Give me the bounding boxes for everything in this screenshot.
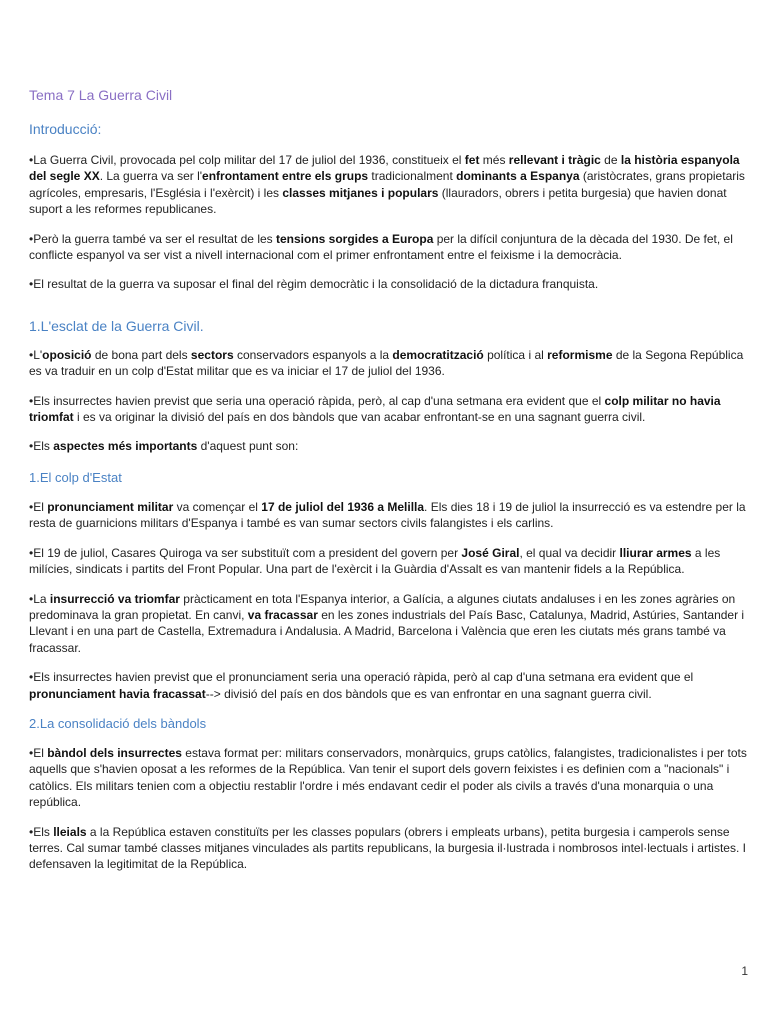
paragraph: •Els insurrectes havien previst que el pronunciament seria una operació ràpida, però al cap d'una setmana era evident que el pronunciament havia fracassat--> divisió del país en dos bàndols que es van enfrontar en una sagnant guerra civil. <box>29 670 694 701</box>
document-title: Tema 7 La Guerra Civil <box>29 87 173 103</box>
bold-phrase: fet <box>464 153 480 167</box>
bold-phrase: classes mitjanes i populars <box>282 185 439 200</box>
bold-phrase: sectors <box>190 347 234 362</box>
bold-phrase: insurrecció va triomfar <box>49 591 180 606</box>
document-page <box>29 86 751 886</box>
bold-phrase: democratització <box>392 347 484 362</box>
bold-phrase: enfrontament entre els grups <box>202 169 369 184</box>
bold-phrase: dominants a Espanya <box>456 169 580 184</box>
bold-phrase: lleials <box>53 824 87 839</box>
bold-phrase: rellevant i tràgic <box>508 153 601 167</box>
bold-phrase: bàndol dels insurrectes <box>47 745 182 760</box>
paragraph: •El bàndol dels insurrectes estava format per: militars conservadors, monàrquics, grups catòlics, falangistes, tradicionalistes i per tots aquells que s'havien oposat a les reformes de la República. Van tenir el suport dels govern feixistes i es definien com a "nacionals" i catòlics. Els militars tenien com a objectiu restablir l'ordre i més endavant cedir el poder als civils a través d'una monarquia o una república. <box>29 745 747 810</box>
heading-section-2: 2.La consolidació dels bàndols <box>29 715 207 731</box>
page-number: 1 <box>741 964 748 978</box>
bold-phrase: 17 de juliol del 1936 a Melilla <box>261 499 425 514</box>
paragraph: •Però la guerra també va ser el resultat de les tensions sorgides a Europa per la difícil conjuntura de la dècada del 1930. De fet, el conflicte espanyol va ser vist a nivell internacional com el primer enfrontament entre el feixisme i la democràcia. <box>29 231 733 263</box>
paragraph: •La Guerra Civil, provocada pel colp militar del 17 de juliol del 1936, constitueix el fet més rellevant i tràgic de la història espanyola del segle XX. La guerra va ser l'enfrontament entre els grups tradicionalment dominants a Espanya (aristòcrates, grans propietaris agrícoles, empresaris, l'Església i l'exèrcit) i les classes mitjanes i populars (llauradors, obrers i petita burgesia) que havien donat suport a les reformes republicanes. <box>29 153 745 217</box>
paragraph: •El 19 de juliol, Casares Quiroga va ser substituït com a president del govern per José Giral, el qual va decidir lliurar armes a les milícies, sindicats i partits del Front Popular. Una part de l'exèrcit i la Guàrdia d'Assalt es van mantenir fidels a la República. <box>29 545 721 577</box>
bold-phrase: lliurar armes <box>619 545 692 560</box>
paragraph: •La insurrecció va triomfar pràcticament en tota l'Espanya interior, a Galícia, a algunes ciutats andaluses i en les zones agràries on predominava la gran propietat. En canvi, va fracassar en les zones industrials del País Basc, Catalunya, Madrid, Astúries, Santander i Llevant i en una part de Castella, Extremadura i Andalusia. A Madrid, Barcelona i València que eren les ciutats més grans també va fracassar. <box>29 591 745 655</box>
bold-phrase: va fracassar <box>247 607 318 622</box>
bold-phrase: José Giral <box>461 545 520 560</box>
paragraph: •Els lleials a la República estaven constituïts per les classes populars (obrers i empleats urbans), petita burgesia i camperols sense terres. Cal sumar també classes mitjanes vinculades als partits republicans, la burgesia il·lustrada i nombrosos intel·lectuals i artistes. I defensaven la legitimitat de la República. <box>29 824 746 872</box>
bold-phrase: colp militar no havia triomfat <box>29 393 721 425</box>
heading-subsection-1-1: 1.El colp d'Estat <box>29 469 122 485</box>
heading-introduccio: Introducció: <box>29 121 102 137</box>
paragraph: •Els insurrectes havien previst que seria una operació ràpida, però, al cap d'una setmana era evident que el colp militar no havia triomfat i es va originar la divisió del país en dos bàndols que van acabar enfrontant-se en una sagnant guerra civil. <box>29 393 721 425</box>
bold-phrase: oposició <box>42 347 92 362</box>
bold-phrase: reformisme <box>547 347 613 362</box>
paragraph: •Els aspectes més importants d'aquest punt son: <box>29 439 299 454</box>
heading-section-1: 1.L'esclat de la Guerra Civil. <box>29 317 204 334</box>
bold-phrase: pronunciament havia fracassat <box>29 686 206 701</box>
bold-phrase: la història espanyola del segle XX <box>29 153 740 184</box>
bold-phrase: pronunciament militar <box>47 499 174 514</box>
bold-phrase: tensions sorgides a Europa <box>276 231 434 246</box>
paragraph: •L'oposició de bona part dels sectors conservadors espanyols a la democratització política i al reformisme de la Segona República es va traduir en un colp d'Estat militar que es va iniciar el 17 de juliol del 1936. <box>29 347 744 379</box>
paragraph: •El pronunciament militar va començar el 17 de juliol del 1936 a Melilla. Els dies 18 i 19 de juliol la insurrecció es va estendre per la resta de guarnicions militars d'Espanya i també es van sumar sectors civils falangistes i els carlins. <box>29 499 746 531</box>
paragraph: •El resultat de la guerra va suposar el final del règim democràtic i la consolidació de la dictadura franquista. <box>29 277 599 292</box>
bold-phrase: aspectes més importants <box>53 439 198 454</box>
